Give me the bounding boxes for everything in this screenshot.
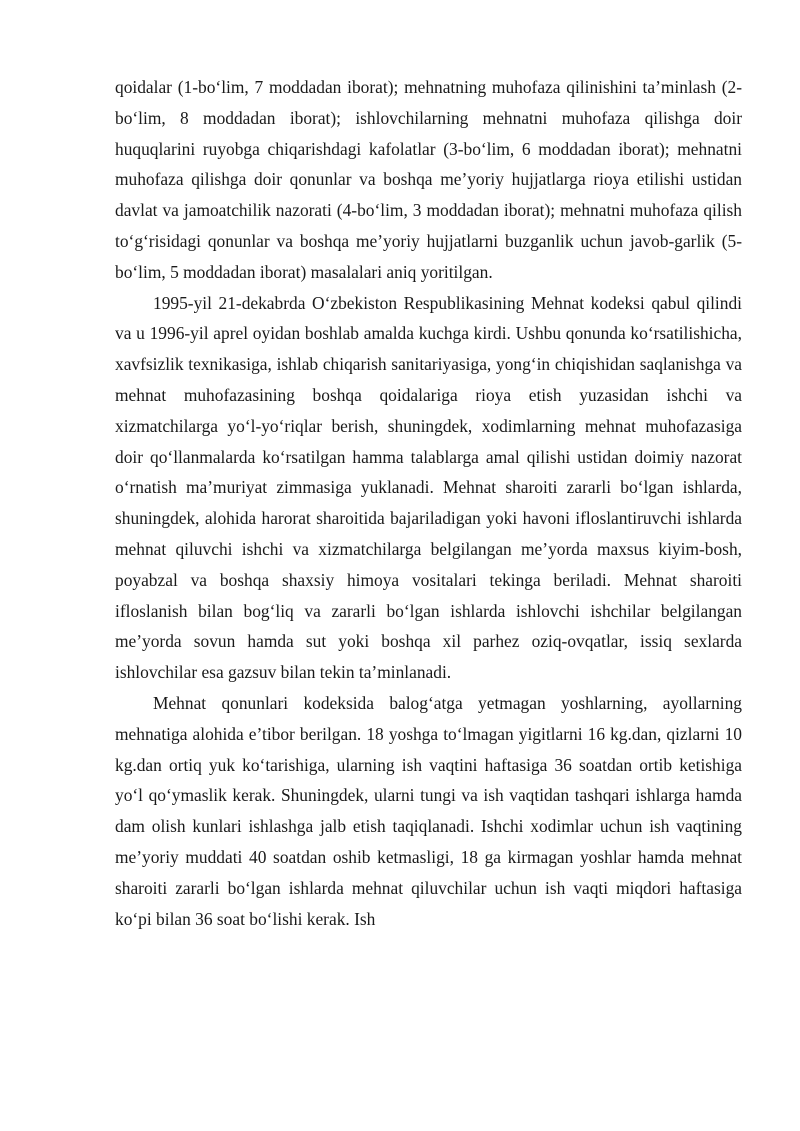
body-text [115,72,742,934]
paragraph: Mehnat qonunlari kodeksida balog‘atga yetmagan yoshlarning, ayollarning mehnatiga alohida e’tibor berilgan. 18 yoshga to‘lmagan yigitlarni 16 kg.dan, qizlarni 10 kg.dan ortiq yuk ko‘tarishiga, ularning ish vaqtini haftasiga 36 soatdan ortib ketishiga yo‘l qo‘ymaslik kerak. Shuningdek, ularni tungi va ish vaqtidan tashqari ishlarga hamda dam olish kunlari ishlashga jalb etish taqiqlanadi. Ishchi xodimlar uchun ish vaqtining me’yoriy muddati 40 soatdan oshib ketmasligi, 18 ga kirmagan yoshlar hamda mehnat sharoiti zararli bo‘lgan ishlarda mehnat qiluvchilar uchun ish vaqti miqdori haftasiga ko‘pi bilan 36 soat bo‘lishi kerak. Ish [115,692,742,929]
paragraph: qoidalar (1-bo‘lim, 7 moddadan iborat); mehnatning muhofaza qilinishini ta’minlash (2-bo‘lim, 8 moddadan iborat); ishlovchilarning mehnatni muhofaza qilishga doir huquqlarini ruyobga chiqarishdagi kafolatlar (3-bo‘lim, 6 moddadan iborat); mehnatni muhofaza qilishga doir qonunlar va boshqa me’yoriy hujjatlarga rioya etilishi ustidan davlat va jamoatchilik nazorati (4-bo‘lim, 3 moddadan iborat); mehnatni muhofaza qilish to‘g‘risidagi qonunlar va boshqa me’yoriy hujjatlarni buzganlik uchun javob-garlik (5-bo‘lim, 5 moddadan iborat) masalalari aniq yoritilgan. [115,77,742,282]
paragraph: 1995-yil 21-dekabrda O‘zbekiston Respublikasining Mehnat kodeksi qabul qilindi va u 1996-yil aprel oyidan boshlab amalda kuchga kirdi. Ushbu qonunda ko‘rsatilishicha, xavfsizlik texnikasiga, ishlab chiqarish sanitariyasiga, yong‘in chiqishidan saqlanishga va mehnat muhofazasining boshqa qoidalariga rioya etish yuzasidan ishchi va xizmatchilarga yo‘l-yo‘riqlar berish, shuningdek, xodimlarning mehnat muhofazasiga doir qo‘llanmalarda ko‘rsatilgan hamma talablarga amal qilishi ustidan doimiy nazorat o‘rnatish ma’muriyat zimmasiga yuklanadi. Mehnat sharoiti zararli bo‘lgan ishlarda, shuningdek, alohida harorat sharoitida bajariladigan yoki havoni ifloslantiruvchi ishlarda mehnat qiluvchi ishchi va xizmatchilarga belgilangan me’yorda maxsus kiyim-bosh, poyabzal va boshqa shaxsiy himoya vositalari tekinga beriladi. Mehnat sharoiti ifloslanish bilan bog‘liq va zararli bo‘lgan ishlarda ishlovchi ishchilar belgilangan me’yorda sovun hamda sut yoki boshqa xil parhez oziq-ovqatlar, issiq sexlarda ishlovchilar esa gazsuv bilan tekin ta’minlanadi. [115,292,742,683]
